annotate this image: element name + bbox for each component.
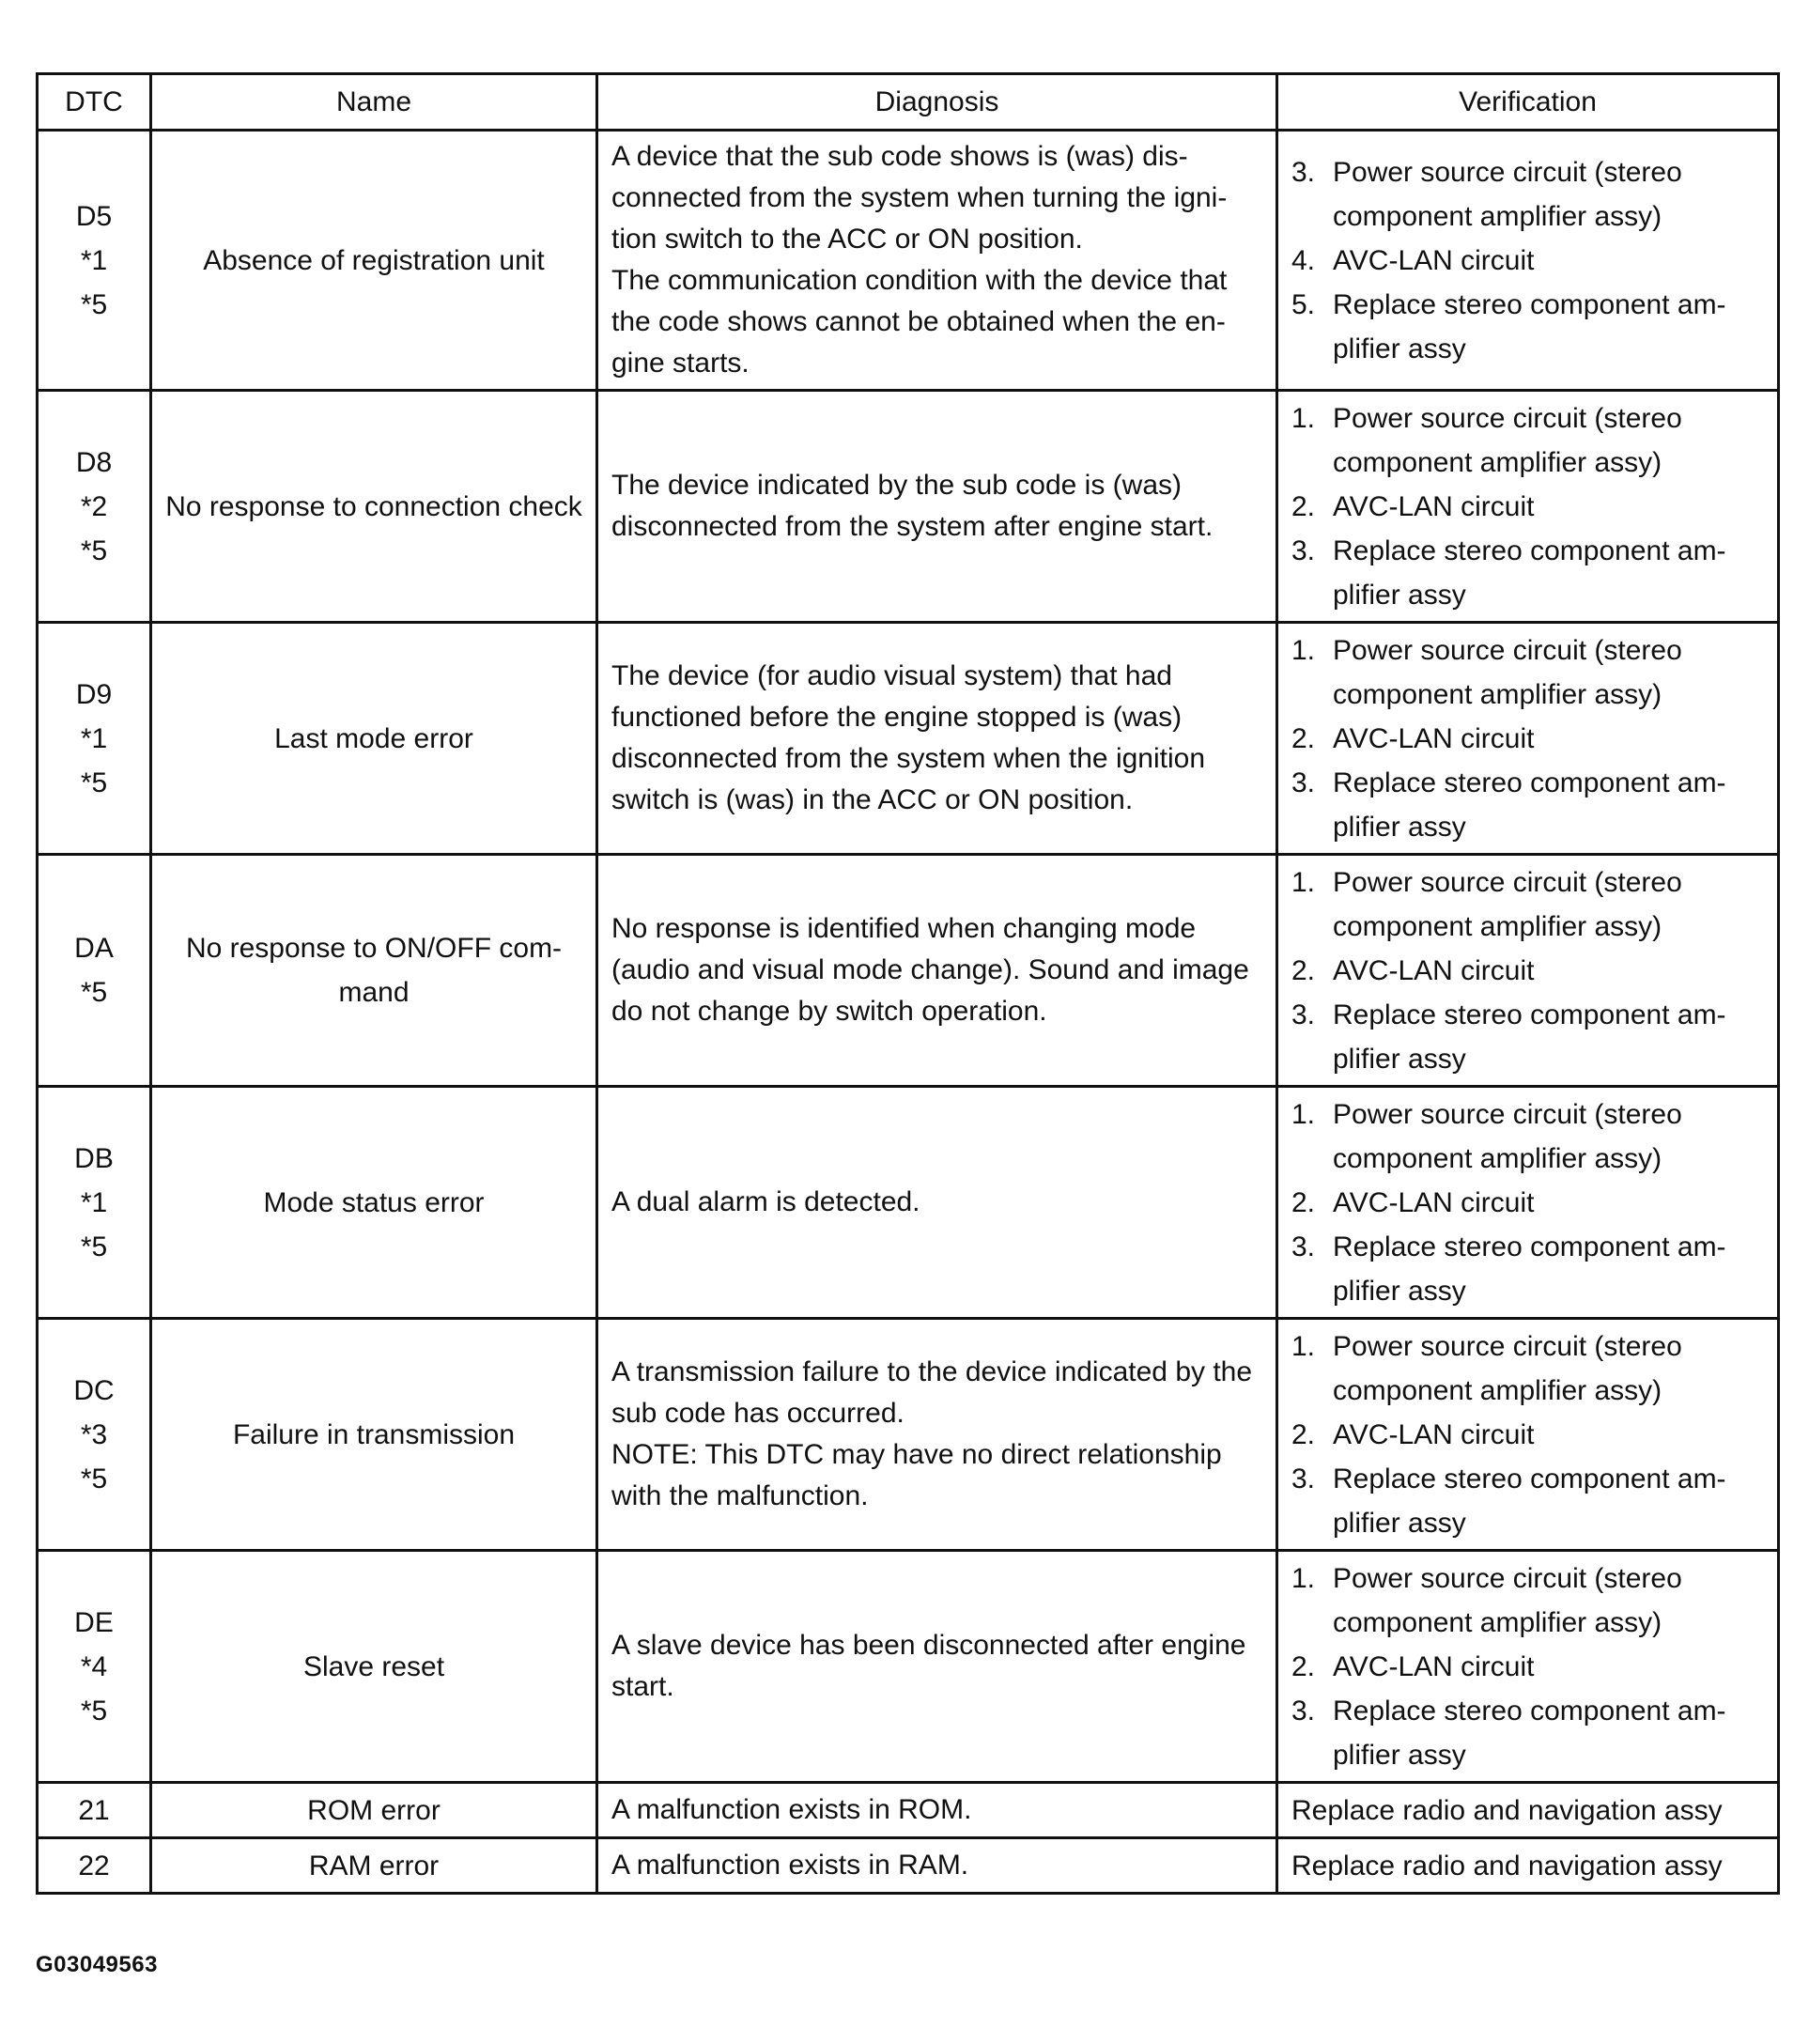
item-number: 3. (1291, 999, 1316, 1030)
name-cell: RAM error (151, 1838, 597, 1894)
table-row (38, 1087, 1779, 1319)
dtc-note: *1 (80, 722, 108, 754)
name-cell: Mode status error (151, 1087, 597, 1319)
item-text: Replace stereo component am-plifier assy (1333, 766, 1726, 843)
verification-cell (1277, 855, 1779, 1087)
table-row (38, 1319, 1779, 1551)
list-item (1291, 993, 1764, 1081)
dtc-code: DB (74, 1142, 114, 1174)
table-row (38, 391, 1779, 623)
diagnosis-text: The device (for audio visual system) that had functioned before the engine stopped is (was) disconnected from the system when the ignition switch is (was) in the ACC or ON position. (611, 660, 1206, 815)
verification-cell (1277, 1319, 1779, 1551)
item-number: 2. (1291, 954, 1316, 986)
verification-list (1291, 1556, 1764, 1777)
item-number: 3. (1291, 1463, 1316, 1494)
dtc-code: 21 (78, 1794, 110, 1826)
dtc-cell (38, 855, 151, 1087)
dtc-cell (38, 1838, 151, 1894)
list-item (1291, 949, 1764, 993)
name-cell: Last mode error (151, 623, 597, 855)
verification-list (1291, 628, 1764, 849)
dtc-code: DC (73, 1374, 115, 1406)
diagnosis-cell (597, 131, 1277, 391)
item-text: AVC-LAN circuit (1333, 1186, 1535, 1218)
diagnosis-cell (597, 1783, 1277, 1838)
item-number: 2. (1291, 490, 1316, 522)
name-cell: Absence of registration unit (151, 131, 597, 391)
verification-list (1291, 1324, 1764, 1545)
dtc-code: D5 (75, 200, 113, 232)
item-text: Replace stereo component am-plifier assy (1333, 534, 1726, 611)
item-text: Replace stereo component am-plifier assy (1333, 1695, 1726, 1771)
diagnosis-cell (597, 855, 1277, 1087)
item-number: 2. (1291, 1650, 1316, 1682)
verification-cell (1277, 131, 1779, 391)
dtc-code: DA (74, 933, 114, 964)
list-item (1291, 283, 1764, 371)
item-text: Power source circuit (stereo component amplifier assy) (1333, 866, 1682, 942)
dtc-cell (38, 623, 151, 855)
item-text: Replace stereo component am-plifier assy (1333, 999, 1726, 1075)
dtc-note: *4 (80, 1650, 108, 1682)
table-row (38, 1838, 1779, 1894)
diagnosis-cell (597, 1551, 1277, 1783)
item-number: 1. (1291, 1562, 1316, 1594)
list-item (1291, 1556, 1764, 1645)
item-number: 3. (1291, 534, 1316, 566)
table-row (38, 1783, 1779, 1838)
diagnosis-text: A malfunction exists in ROM. (611, 1794, 972, 1825)
item-text: Replace stereo component am-plifier assy (1333, 288, 1726, 364)
verification-list (1291, 150, 1764, 371)
list-item (1291, 1225, 1764, 1313)
list-item (1291, 1181, 1764, 1225)
list-item (1291, 1092, 1764, 1181)
dtc-note: *1 (80, 244, 108, 276)
item-text: Power source circuit (stereo component amplifier assy) (1333, 1330, 1682, 1406)
item-number: 2. (1291, 1418, 1316, 1450)
dtc-note: *5 (80, 534, 108, 566)
item-number: 1. (1291, 1098, 1316, 1130)
diagnosis-cell (597, 1838, 1277, 1894)
dtc-note: *5 (80, 977, 108, 1008)
dtc-note: *5 (80, 288, 108, 320)
diagnosis-text: No response is identified when changing mode (audio and visual mode change). Sound and image do not change by switch operation. (611, 913, 1249, 1027)
dtc-cell (38, 1551, 151, 1783)
table-row (38, 855, 1779, 1087)
item-text: AVC-LAN circuit (1333, 722, 1535, 754)
item-text: AVC-LAN circuit (1333, 954, 1535, 986)
dtc-cell (38, 1783, 151, 1838)
list-item (1291, 485, 1764, 529)
diagnosis-text: A malfunction exists in RAM. (611, 1850, 969, 1881)
item-number: 1. (1291, 866, 1316, 898)
item-text: Power source circuit (stereo component amplifier assy) (1333, 156, 1682, 232)
list-item (1291, 860, 1764, 949)
list-item (1291, 761, 1764, 849)
dtc-cell (38, 131, 151, 391)
verification-cell: Replace radio and navigation assy (1277, 1838, 1779, 1894)
name-cell: Slave reset (151, 1551, 597, 1783)
list-item (1291, 1689, 1764, 1777)
diagnosis-cell (597, 391, 1277, 623)
diagnosis-text: A device that the sub code shows is (was) dis-connected from the system when turning the igni-tion switch to the ACC or ON position. (611, 141, 1228, 255)
header-name: Name (151, 74, 597, 131)
item-number: 1. (1291, 634, 1316, 666)
item-text: Power source circuit (stereo component amplifier assy) (1333, 1562, 1682, 1638)
diagnosis-text: The device indicated by the sub code is (was) disconnected from the system after engine start. (611, 470, 1214, 542)
verification-cell (1277, 1551, 1779, 1783)
dtc-note: *5 (80, 766, 108, 798)
item-number: 4. (1291, 244, 1316, 276)
diagnosis-text: A slave device has been disconnected after engine start. (611, 1630, 1246, 1702)
figure-id: G03049563 (36, 1952, 158, 1977)
item-number: 5. (1291, 288, 1316, 320)
list-item (1291, 529, 1764, 617)
diagnosis-text: A transmission failure to the device indicated by the sub code has occurred. (611, 1356, 1253, 1429)
diagnosis-cell (597, 1087, 1277, 1319)
item-text: Power source circuit (stereo component amplifier assy) (1333, 402, 1682, 478)
dtc-cell (38, 391, 151, 623)
list-item (1291, 717, 1764, 761)
dtc-note: *5 (80, 1695, 108, 1727)
dtc-note: *5 (80, 1231, 108, 1262)
dtc-code: 22 (78, 1850, 110, 1881)
diagnosis-note: NOTE: This DTC may have no direct relationship with the malfunction. (611, 1439, 1222, 1511)
item-text: AVC-LAN circuit (1333, 1650, 1535, 1682)
item-text: Power source circuit (stereo component amplifier assy) (1333, 1098, 1682, 1174)
verification-cell (1277, 623, 1779, 855)
name-cell: ROM error (151, 1783, 597, 1838)
item-text: AVC-LAN circuit (1333, 1418, 1535, 1450)
item-text: Replace stereo component am-plifier assy (1333, 1463, 1726, 1539)
table-row (38, 1551, 1779, 1783)
item-number: 2. (1291, 1186, 1316, 1218)
diagnosis-cell (597, 1319, 1277, 1551)
verification-list (1291, 1092, 1764, 1313)
list-item (1291, 1324, 1764, 1413)
list-item (1291, 1457, 1764, 1545)
name-cell: No response to ON/OFF com-mand (151, 855, 597, 1087)
header-dtc: DTC (38, 74, 151, 131)
dtc-cell (38, 1319, 151, 1551)
verification-cell: Replace radio and navigation assy (1277, 1783, 1779, 1838)
dtc-table (36, 72, 1780, 1895)
header-verification: Verification (1277, 74, 1779, 131)
diagnosis-cell (597, 623, 1277, 855)
dtc-code: D9 (75, 678, 113, 710)
name-cell: Failure in transmission (151, 1319, 597, 1551)
list-item (1291, 1413, 1764, 1457)
item-number: 1. (1291, 402, 1316, 434)
item-number: 3. (1291, 1695, 1316, 1727)
table-header-row (38, 74, 1779, 131)
dtc-code: DE (74, 1606, 114, 1638)
dtc-note: *3 (80, 1418, 108, 1450)
header-diagnosis: Diagnosis (597, 74, 1277, 131)
list-item (1291, 628, 1764, 717)
item-number: 3. (1291, 1231, 1316, 1262)
dtc-code: D8 (75, 446, 113, 478)
item-text: AVC-LAN circuit (1333, 490, 1535, 522)
dtc-note: *2 (80, 490, 108, 522)
item-text: AVC-LAN circuit (1333, 244, 1535, 276)
item-number: 2. (1291, 722, 1316, 754)
item-number: 3. (1291, 766, 1316, 798)
item-text: Power source circuit (stereo component amplifier assy) (1333, 634, 1682, 710)
item-number: 1. (1291, 1330, 1316, 1362)
verification-cell (1277, 391, 1779, 623)
list-item (1291, 396, 1764, 485)
table-row (38, 131, 1779, 391)
item-number: 3. (1291, 156, 1316, 188)
dtc-note: *1 (80, 1186, 108, 1218)
dtc-note: *5 (80, 1463, 108, 1494)
table-row (38, 623, 1779, 855)
diagnosis-text: The communication condition with the device that the code shows cannot be obtained when the en-gine starts. (611, 265, 1228, 379)
list-item (1291, 150, 1764, 239)
list-item (1291, 239, 1764, 283)
diagnosis-text: A dual alarm is detected. (611, 1186, 920, 1217)
name-cell: No response to connection check (151, 391, 597, 623)
dtc-cell (38, 1087, 151, 1319)
item-text: Replace stereo component am-plifier assy (1333, 1231, 1726, 1307)
verification-list (1291, 860, 1764, 1081)
verification-cell (1277, 1087, 1779, 1319)
verification-list (1291, 396, 1764, 617)
list-item (1291, 1645, 1764, 1689)
